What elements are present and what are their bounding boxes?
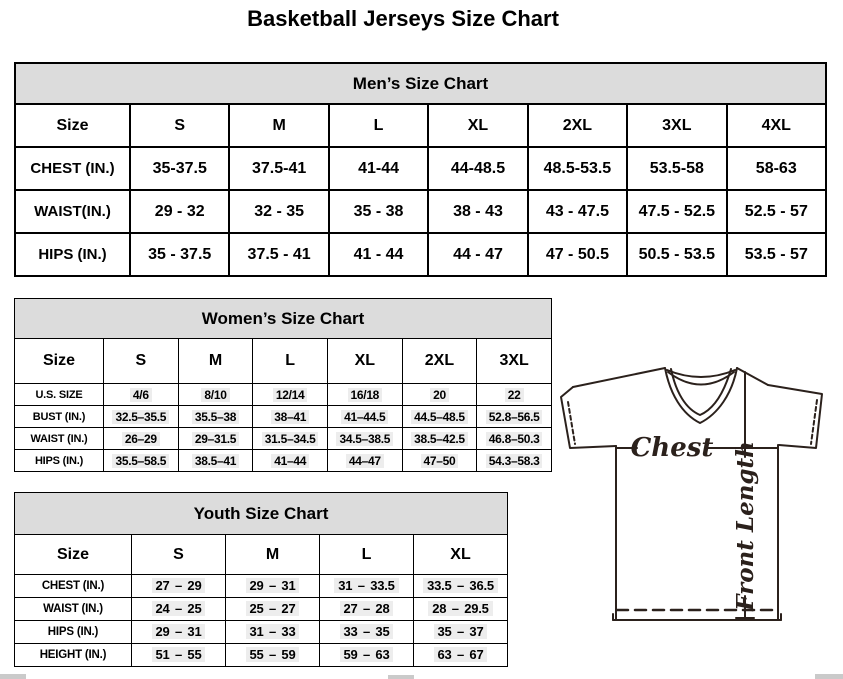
column-header: M [178,339,253,384]
cell-value: 31 – 33 [246,624,300,639]
table-row [15,233,826,276]
cell-value: 46.8–50.3 [486,432,543,446]
cell-value: 31 – 33.5 [334,578,398,593]
cell-value: 38.5–41 [192,454,239,468]
cell-value: 47 - 50.5 [545,245,609,263]
cell-value: 44–47 [346,454,384,468]
cell-value: 35.5–58.5 [112,454,169,468]
cell-value: 47–50 [421,454,459,468]
table-row [15,598,508,621]
cell-value: 48.5-53.5 [543,159,612,177]
row-label: HEIGHT (IN.) [15,644,132,667]
value-cell [178,384,253,406]
column-header: 3XL [477,339,552,384]
cell-value: 44.5–48.5 [411,410,468,424]
cell-value: 53.5 - 57 [744,245,808,263]
value-cell [329,147,428,190]
value-cell [414,598,508,621]
value-cell [428,233,527,276]
column-header: 2XL [528,104,627,147]
value-cell [320,575,414,598]
cell-value: 43 - 47.5 [545,202,609,220]
value-cell [229,233,328,276]
value-cell [402,450,477,472]
row-label: WAIST (IN.) [15,428,104,450]
table-title: Youth Size Chart [15,493,508,535]
cell-value: 41 - 44 [353,245,404,263]
cell-value: 35.5–38 [192,410,239,424]
value-cell [327,450,402,472]
row-label: HIPS (IN.) [15,233,130,276]
cell-value: 4/6 [130,388,152,402]
cell-value: 8/10 [201,388,229,402]
front-length-label: Front Length [732,441,759,611]
value-cell [477,428,552,450]
cell-value: 38.5–42.5 [411,432,468,446]
table-row [15,406,552,428]
cell-value: 26–29 [122,432,160,446]
cell-value: 33.5 – 36.5 [423,578,498,593]
column-header: 2XL [402,339,477,384]
cell-value: 41–44 [271,454,309,468]
value-cell [528,233,627,276]
jersey-outline [561,368,822,620]
cell-value: 32.5–35.5 [112,410,169,424]
column-header: Size [15,535,132,575]
cell-value: 31.5–34.5 [262,432,319,446]
value-cell [226,575,320,598]
table-row [15,190,826,233]
cell-value: 38–41 [271,410,309,424]
value-cell [402,428,477,450]
jersey-measurement-diagram [556,360,843,630]
cell-value: 27 – 28 [340,601,394,616]
column-header: L [329,104,428,147]
page-title: Basketball Jerseys Size Chart [247,6,559,31]
cell-value: 52.8–56.5 [486,410,543,424]
value-cell [477,384,552,406]
value-cell [428,147,527,190]
value-cell [130,233,229,276]
value-cell [178,450,253,472]
value-cell [132,575,226,598]
cell-value: 24 – 25 [152,601,206,616]
cell-value: 25 – 27 [246,601,300,616]
value-cell [130,190,229,233]
cell-value: 28 – 29.5 [428,601,492,616]
value-cell [132,644,226,667]
table-row [15,147,826,190]
value-cell [320,621,414,644]
row-label: CHEST (IN.) [15,575,132,598]
cell-value: 29 - 32 [154,202,205,220]
cell-value: 58-63 [755,159,797,177]
cell-value: 34.5–38.5 [336,432,393,446]
cell-value: 59 – 63 [340,647,394,662]
row-label: WAIST(IN.) [15,190,130,233]
cell-value: 52.5 - 57 [744,202,808,220]
cell-value: 33 – 35 [340,624,394,639]
table-row [15,384,552,406]
value-cell [253,406,328,428]
cell-value: 29 – 31 [246,578,300,593]
value-cell [104,428,179,450]
cell-value: 22 [505,388,524,402]
table-row [15,450,552,472]
row-label: U.S. SIZE [15,384,104,406]
column-header: XL [327,339,402,384]
cell-value: 32 - 35 [254,202,305,220]
cell-value: 47.5 - 52.5 [638,202,716,220]
mens-size-chart-table [14,62,827,277]
value-cell [414,621,508,644]
cell-value: 35 – 37 [434,624,488,639]
value-cell [253,384,328,406]
row-label: HIPS (IN.) [15,450,104,472]
cell-value: 44 - 47 [453,245,503,263]
column-header: S [104,339,179,384]
cell-value: 37.5-41 [252,159,307,177]
cell-value: 55 – 59 [246,647,300,662]
value-cell [414,575,508,598]
column-header: S [132,535,226,575]
cell-value: 63 – 67 [434,647,488,662]
cell-value: 35-37.5 [152,159,207,177]
value-cell [727,147,826,190]
table-row [15,621,508,644]
column-header: L [253,339,328,384]
cutoff-fragment [388,675,414,679]
cell-value: 41–44.5 [341,410,388,424]
column-header: XL [414,535,508,575]
cell-value: 35 - 37.5 [148,245,212,263]
value-cell [327,406,402,428]
value-cell [727,190,826,233]
cell-value: 12/14 [273,388,308,402]
table-title: Women’s Size Chart [15,299,552,339]
cell-value: 27 – 29 [152,578,206,593]
table-row [15,644,508,667]
value-cell [528,190,627,233]
value-cell [327,428,402,450]
value-cell [414,644,508,667]
row-label: CHEST (IN.) [15,147,130,190]
cell-value: 50.5 - 53.5 [638,245,716,263]
cell-value: 51 – 55 [152,647,206,662]
cell-value: 44-48.5 [450,159,506,177]
cell-value: 41-44 [358,159,400,177]
value-cell [253,450,328,472]
value-cell [229,190,328,233]
value-cell [329,233,428,276]
row-label: HIPS (IN.) [15,621,132,644]
value-cell [402,384,477,406]
column-header: 3XL [627,104,726,147]
cell-value: 35 - 38 [353,202,404,220]
value-cell [226,644,320,667]
value-cell [132,621,226,644]
cell-value: 37.5 - 41 [247,245,311,263]
value-cell [320,644,414,667]
column-header: S [130,104,229,147]
table-row [15,575,508,598]
column-header: XL [428,104,527,147]
cutoff-fragment [0,674,26,679]
cell-value: 54.3–58.3 [486,454,543,468]
column-header: Size [15,104,130,147]
collar-inner-v [671,369,731,415]
value-cell [428,190,527,233]
cell-value: 29 – 31 [152,624,206,639]
column-header: 4XL [727,104,826,147]
womens-size-chart-table [14,298,552,472]
value-cell [130,147,229,190]
value-cell [477,406,552,428]
row-label: WAIST (IN.) [15,598,132,621]
youth-size-chart-table [14,492,508,667]
collar-back-curve [667,370,735,377]
value-cell [402,406,477,428]
column-header: Size [15,339,104,384]
cell-value: 16/18 [348,388,383,402]
value-cell [627,147,726,190]
value-cell [627,190,726,233]
cell-value: 38 - 43 [453,202,503,220]
cutoff-fragment [815,674,843,679]
value-cell [477,450,552,472]
value-cell [320,598,414,621]
cell-value: 53.5-58 [649,159,704,177]
value-cell [104,384,179,406]
row-label: BUST (IN.) [15,406,104,428]
cell-value: 29–31.5 [192,432,239,446]
value-cell [132,598,226,621]
value-cell [329,190,428,233]
column-header: M [229,104,328,147]
value-cell [327,384,402,406]
value-cell [528,147,627,190]
value-cell [226,598,320,621]
table-title: Men’s Size Chart [15,63,826,104]
value-cell [226,621,320,644]
value-cell [727,233,826,276]
value-cell [229,147,328,190]
value-cell [104,406,179,428]
value-cell [178,406,253,428]
value-cell [104,450,179,472]
column-header: L [320,535,414,575]
value-cell [178,428,253,450]
chest-label: Chest [630,433,714,463]
value-cell [253,428,328,450]
column-header: M [226,535,320,575]
table-row [15,428,552,450]
value-cell [627,233,726,276]
cell-value: 20 [430,388,449,402]
right-cuff-dashed-line [811,400,817,444]
